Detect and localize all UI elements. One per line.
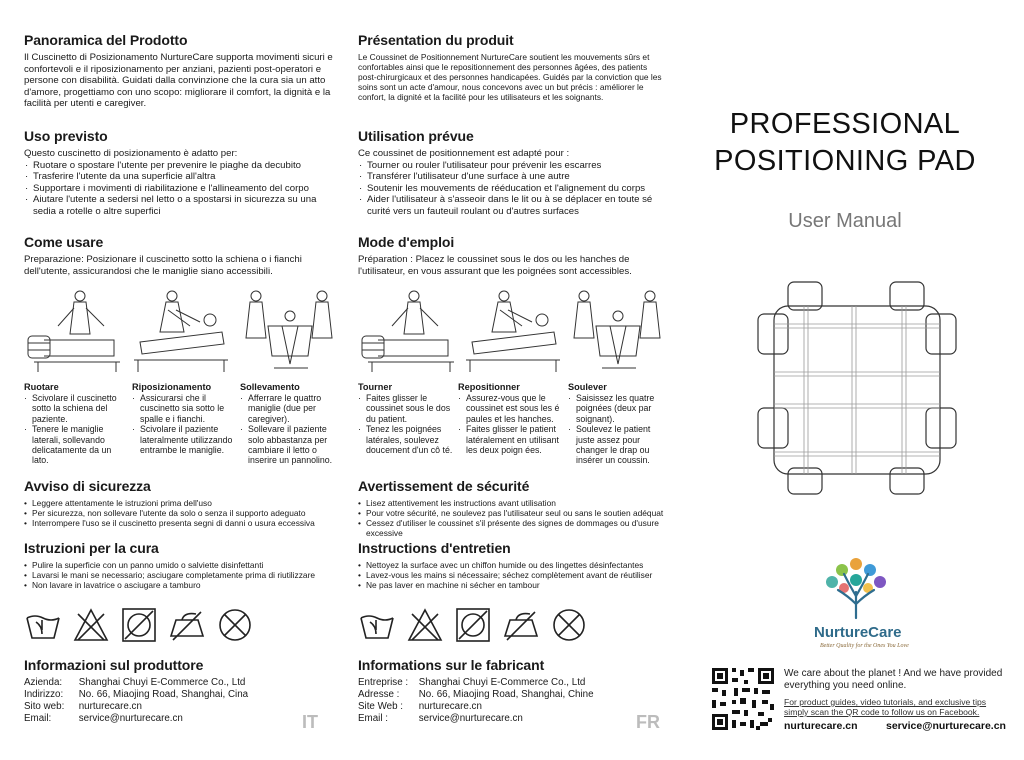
step-item: · Sollevare il paziente solo abbastanza per cambiare il letto o inserire un pannolino. bbox=[240, 424, 342, 466]
info-value: No. 66, Miaojing Road, Shanghai, Chine bbox=[418, 689, 594, 700]
how-to-section bbox=[24, 234, 340, 277]
info-value: service@nurturecare.cn bbox=[78, 713, 183, 724]
no-bleach-icon bbox=[406, 606, 444, 644]
list-item: · Aiutare l'utente a sedersi nel letto o a spostarsi in sicurezza su una sedia a rotelle o altre superfici bbox=[24, 194, 340, 217]
italian-column bbox=[24, 0, 340, 760]
step-lift bbox=[240, 382, 342, 466]
manufacturer-section bbox=[358, 657, 668, 725]
lifting-illustration bbox=[238, 286, 338, 374]
step-item: · Tenere le maniglie laterali, sollevando delicatamente da un lato. bbox=[24, 424, 126, 466]
info-label: Azienda: bbox=[24, 677, 63, 688]
step-reposition bbox=[132, 382, 234, 455]
no-bleach-icon bbox=[72, 606, 110, 644]
list-item: · Soutenir les mouvements de rééducation et l'alignement du corps bbox=[358, 183, 668, 195]
info-label: Indirizzo: bbox=[24, 689, 64, 700]
list-item: • Pour votre sécurité, ne soulevez pas l'utilisateur seul ou sans le soutien adéquat bbox=[358, 508, 668, 518]
no-dry-clean-icon bbox=[216, 606, 254, 644]
language-tag: FR bbox=[636, 712, 660, 732]
section-heading: Mode d'emploi bbox=[358, 234, 455, 250]
list-item: · Trasferire l'utente da una superficie all'altra bbox=[24, 171, 340, 183]
step-reposition bbox=[458, 382, 560, 455]
list-item: • Leggere attentamente le istruzioni prima dell'uso bbox=[24, 498, 340, 508]
step-title: Sollevamento bbox=[240, 382, 300, 392]
qr-instructions-link[interactable]: For product guides, video tutorials, and exclusive tips simply scan the QR code to follow us on Facebook. bbox=[784, 697, 987, 717]
info-value: nurturecare.cn bbox=[78, 701, 142, 712]
manufacturer-row bbox=[358, 701, 668, 713]
section-heading: Informations sur le fabricant bbox=[358, 657, 545, 673]
section-heading: Istruzioni per la cura bbox=[24, 540, 159, 556]
info-value: Shanghai Chuyi E-Commerce Co., Ltd bbox=[418, 677, 586, 688]
section-heading: Uso previsto bbox=[24, 128, 108, 144]
info-value: Shanghai Chuyi E-Commerce Co., Ltd bbox=[78, 677, 246, 688]
list-item: · Aider l'utilisateur à s'asseoir dans le lit ou à se déplacer en toute sé curité vers un fauteuil roulant ou d'autres surfaces bbox=[358, 194, 668, 217]
step-title: Tourner bbox=[358, 382, 393, 392]
step-item: · Faites glisser le patient latéralement en utilisant les deux poign ées. bbox=[458, 424, 560, 455]
info-label: Site Web : bbox=[358, 701, 404, 712]
section-heading: Avviso di sicurezza bbox=[24, 478, 151, 494]
preparation-text: Preparazione: Posizionare il cuscinetto sotto la schiena o i fianchi dell'utente, assicurandosi che le maniglie siano accessibili. bbox=[24, 254, 302, 277]
product-title-line2: POSITIONING PAD bbox=[714, 145, 976, 177]
list-item: · Supportare i movimenti di riabilitazione e l'allineamento del corpo bbox=[24, 183, 340, 195]
lifting-illustration bbox=[566, 286, 666, 374]
step-item: · Afferrare le quattro maniglie (due per caregiver). bbox=[240, 393, 342, 424]
list-item: · Transférer l'utilisateur d'une surface à une autre bbox=[358, 171, 668, 183]
section-heading: Utilisation prévue bbox=[358, 128, 474, 144]
manual-subtitle: User Manual bbox=[788, 210, 902, 232]
info-label: Sito web: bbox=[24, 701, 65, 712]
step-title: Ruotare bbox=[24, 382, 59, 392]
how-to-illustrations bbox=[358, 286, 668, 374]
no-dry-clean-icon bbox=[550, 606, 588, 644]
intended-use-list bbox=[24, 160, 340, 218]
info-value: service@nurturecare.cn bbox=[418, 713, 523, 724]
list-item: • Lavarsi le mani se necessario; asciugare completamente prima di riutilizzare bbox=[24, 570, 340, 580]
repositioning-illustration bbox=[130, 286, 230, 374]
info-value: nurturecare.cn bbox=[418, 701, 482, 712]
safety-section bbox=[358, 478, 668, 538]
intended-use-section bbox=[358, 128, 668, 218]
step-title: Soulever bbox=[568, 382, 607, 392]
list-item: • Interrompere l'uso se il cuscinetto presenta segni di danni o usura eccessiva bbox=[24, 518, 340, 528]
step-item: · Assicurarsi che il cuscinetto sia sotto le spalle e i fianchi. bbox=[132, 393, 234, 424]
step-item: · Saisissez les quatre poignées (deux par soignant). bbox=[568, 393, 670, 424]
section-heading: Présentation du produit bbox=[358, 32, 514, 48]
planet-message: We care about the planet ! And we have provided everything you need online. bbox=[784, 668, 1003, 691]
info-label: Email: bbox=[24, 713, 52, 724]
qr-code-icon[interactable] bbox=[710, 666, 776, 732]
section-heading: Informazioni sul produttore bbox=[24, 657, 204, 673]
hand-wash-icon bbox=[358, 606, 396, 644]
step-rotate bbox=[24, 382, 126, 466]
list-item: • Lisez attentivement les instructions avant utilisation bbox=[358, 498, 668, 508]
step-item: · Scivolare il cuscinetto sotto la schiena del paziente. bbox=[24, 393, 126, 424]
how-to-section bbox=[358, 234, 668, 277]
safety-list bbox=[358, 498, 668, 538]
list-item: • Pulire la superficie con un panno umido o salviette disinfettanti bbox=[24, 560, 340, 570]
how-to-illustrations bbox=[24, 286, 340, 374]
positioning-pad-diagram bbox=[756, 280, 958, 496]
step-title: Riposizionamento bbox=[132, 382, 212, 392]
preparation-text: Préparation : Placez le coussinet sous le dos ou les hanches de l'utilisateur, en vous assurant que les poignées sont accessibles. bbox=[358, 254, 632, 277]
step-item: · Tenez les poignées latérales, soulevez doucement d'un cô té. bbox=[358, 424, 460, 455]
manufacturer-row bbox=[358, 713, 668, 725]
manufacturer-row bbox=[24, 713, 340, 725]
step-item: · Faites glisser le coussinet sous le dos du patient. bbox=[358, 393, 460, 424]
email-link[interactable]: service@nurturecare.cn bbox=[886, 720, 1006, 732]
intended-use-intro: Questo cuscinetto di posizionamento è adatto per: bbox=[24, 148, 238, 159]
hand-wash-icon bbox=[24, 606, 62, 644]
step-item: · Soulevez le patient juste assez pour changer le drap ou insérer un coussin. bbox=[568, 424, 670, 466]
care-list bbox=[358, 560, 668, 590]
list-item: · Tourner ou rouler l'utilisateur pour prévenir les escarres bbox=[358, 160, 668, 172]
repositioning-illustration bbox=[462, 286, 562, 374]
care-list bbox=[24, 560, 340, 590]
section-heading: Panoramica del Prodotto bbox=[24, 32, 188, 48]
no-iron-icon bbox=[502, 606, 540, 644]
no-iron-icon bbox=[168, 606, 206, 644]
overview-section bbox=[24, 32, 340, 110]
no-tumble-dry-icon bbox=[120, 606, 158, 644]
list-item: • Nettoyez la surface avec un chiffon humide ou des lingettes désinfectantes bbox=[358, 560, 668, 570]
manufacturer-row bbox=[24, 677, 340, 689]
intended-use-list bbox=[358, 160, 668, 218]
manufacturer-section bbox=[24, 657, 340, 725]
french-column bbox=[358, 0, 668, 760]
list-item: • Lavez-vous les mains si nécessaire; séchez complètement avant de réutiliser bbox=[358, 570, 668, 580]
website-link[interactable]: nurturecare.cn bbox=[784, 720, 858, 732]
care-symbols bbox=[358, 606, 588, 646]
manufacturer-row bbox=[358, 677, 668, 689]
info-label: Email : bbox=[358, 713, 388, 724]
list-item: • Ne pas laver en machine ni sécher en tambour bbox=[358, 580, 668, 590]
overview-text: Le Coussinet de Positionnement NurtureCare soutient les mouvements sûrs et confortables ainsi que le repositionnement des personnes âgées, des patients post-chirurgicaux et des personnes handicapées. Guidés par la conviction que les soins sont un acte d'amour, nous concevons avec un but précis : améliorer le confort, la dignité et la facilité pour les utilisateurs et les soignants. bbox=[358, 52, 662, 102]
safety-list bbox=[24, 498, 340, 528]
manufacturer-row bbox=[24, 701, 340, 713]
product-title-line1: PROFESSIONAL bbox=[729, 108, 961, 140]
overview-text: Il Cuscinetto di Posizionamento NurtureCare supporta movimenti sicuri e confortevoli e il riposizionamento per anziani, pazienti post-operatori e persone con disabilità. Guidati dalla convinzione che la cura sia un atto d'amore, progettiamo con uno scopo: migliorare il comfort, la dignità e la facilità per utenti e caregiver. bbox=[24, 52, 333, 110]
overview-section bbox=[358, 32, 668, 102]
safety-section bbox=[24, 478, 340, 528]
info-value: No. 66, Miaojing Road, Shanghai, Cina bbox=[78, 689, 249, 700]
intended-use-intro: Ce coussinet de positionnement est adapté pour : bbox=[358, 148, 570, 159]
info-label: Entreprise : bbox=[358, 677, 409, 688]
section-heading: Instructions d'entretien bbox=[358, 540, 511, 556]
rolling-illustration bbox=[358, 286, 458, 374]
section-heading: Avertissement de sécurité bbox=[358, 478, 530, 494]
brand-name: NurtureCare bbox=[814, 624, 902, 641]
cover-panel bbox=[690, 0, 1024, 760]
section-heading: Come usare bbox=[24, 234, 104, 250]
step-title: Repositionner bbox=[458, 382, 520, 392]
brand-tagline: Better Quality for the Ones You Love bbox=[820, 643, 909, 649]
step-item: · Assurez-vous que le coussinet est sous les é paules et les hanches. bbox=[458, 393, 560, 424]
manufacturer-row bbox=[358, 689, 668, 701]
intended-use-section bbox=[24, 128, 340, 218]
step-lift bbox=[568, 382, 670, 466]
language-tag: IT bbox=[302, 712, 318, 732]
care-symbols bbox=[24, 606, 254, 646]
care-section bbox=[358, 540, 668, 590]
list-item: • Cessez d'utiliser le coussinet s'il présente des signes de dommages ou d'usure excessive bbox=[358, 518, 668, 538]
rolling-illustration bbox=[24, 286, 124, 374]
step-item: · Scivolare il paziente lateralmente utilizzando entrambe le maniglie. bbox=[132, 424, 234, 455]
step-rotate bbox=[358, 382, 460, 455]
tree-logo-icon bbox=[820, 552, 892, 622]
care-section bbox=[24, 540, 340, 590]
info-label: Adresse : bbox=[358, 689, 400, 700]
manufacturer-row bbox=[24, 689, 340, 701]
no-tumble-dry-icon bbox=[454, 606, 492, 644]
list-item: • Non lavare in lavatrice o asciugare a tamburo bbox=[24, 580, 340, 590]
list-item: • Per sicurezza, non sollevare l'utente da solo o senza il supporto adeguato bbox=[24, 508, 340, 518]
list-item: · Ruotare o spostare l'utente per prevenire le piaghe da decubito bbox=[24, 160, 340, 172]
